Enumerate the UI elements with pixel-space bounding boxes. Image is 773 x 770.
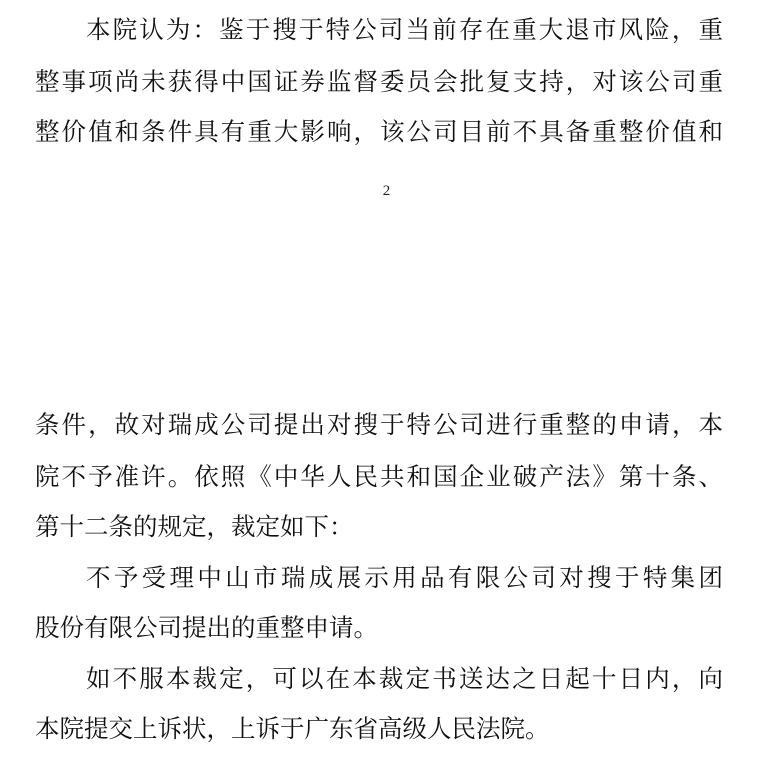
paragraph-line: 第十二条的规定，裁定如下：: [35, 512, 354, 541]
page-number: 2: [382, 183, 391, 199]
paragraph-line: 整价值和条件具有重大影响，该公司目前不具备重整价值和: [35, 117, 723, 146]
paragraph-line: 整事项尚未获得中国证券监督委员会批复支持，对该公司重: [35, 67, 723, 96]
paragraph-line: 条件，故对瑞成公司提出对搜于特公司进行重整的申请，本: [35, 410, 723, 439]
paragraph-line: 不予受理中山市瑞成展示用品有限公司对搜于特集团: [86, 563, 723, 592]
paragraph-line: 本院提交上诉状，上诉于广东省高级人民法院。: [35, 714, 550, 743]
paragraph-line: 如不服本裁定，可以在本裁定书送达之日起十日内，向: [86, 664, 723, 693]
paragraph-line: 院不予准许。依照《中华人民共和国企业破产法》第十条、: [35, 462, 723, 491]
paragraph-line: 本院认为：鉴于搜于特公司当前存在重大退市风险，重: [86, 15, 723, 44]
paragraph-line: 股份有限公司提出的重整申请。: [35, 613, 378, 642]
